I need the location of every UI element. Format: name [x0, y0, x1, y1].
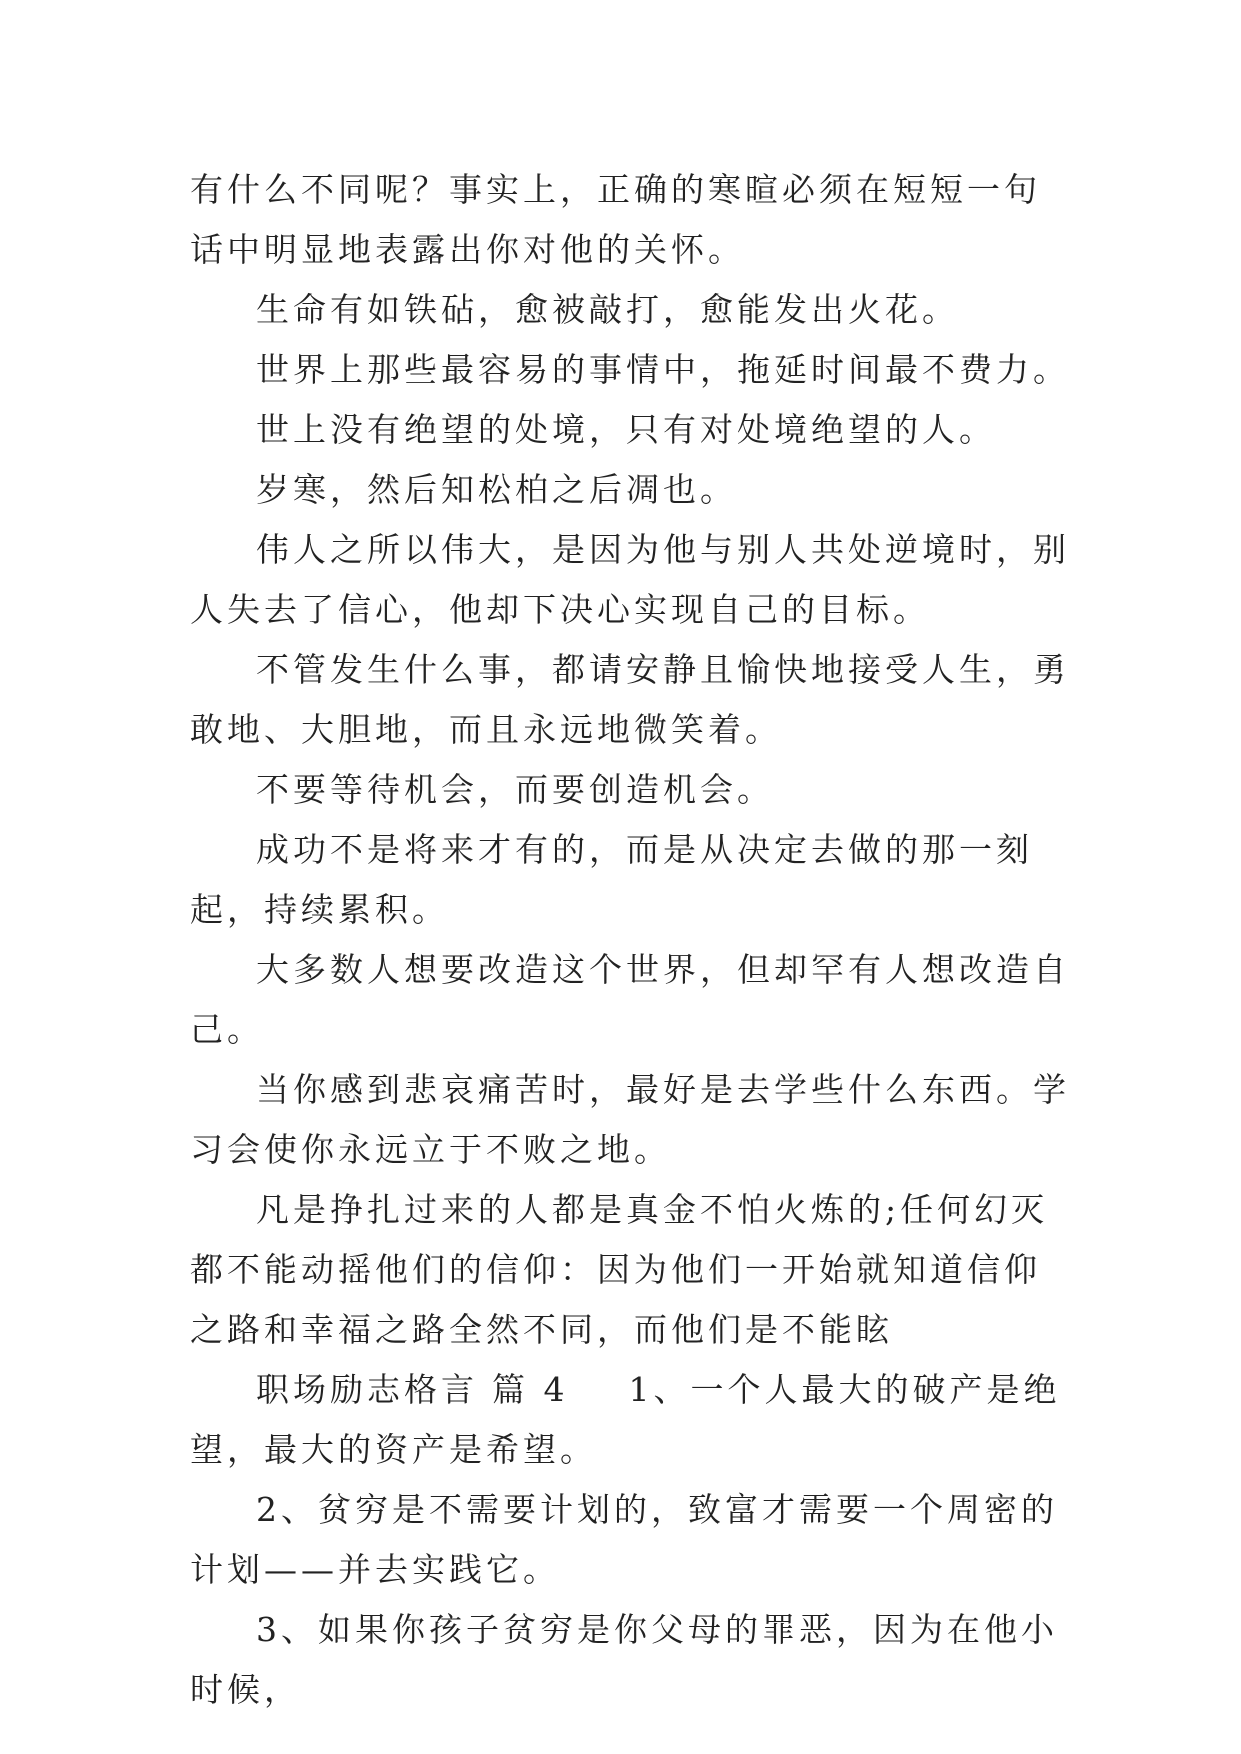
paragraph: 凡是挣扎过来的人都是真金不怕火炼的;任何幻灭都不能动摇他们的信仰：因为他们一开始就知道信仰之路和幸福之路全然不同，而他们是不能眩: [190, 1190, 1049, 1349]
paragraph: 岁寒，然后知松柏之后凋也。: [256, 470, 737, 509]
paragraph: 大多数人想要改造这个世界，但却罕有人想改造自己。: [190, 950, 1070, 1049]
paragraph: 世界上那些最容易的事情中，拖延时间最不费力。: [256, 350, 1070, 389]
section-title: 职场励志格言: [256, 1370, 478, 1409]
document-body: [190, 160, 1070, 1720]
paragraph: 当你感到悲哀痛苦时，最好是去学些什么东西。学习会使你永远立于不败之地。: [190, 1070, 1070, 1169]
list-item: 3、如果你孩子贫穷是你父母的罪恶，因为在他小时候，: [190, 1610, 1058, 1709]
list-item: 2、贫穷是不需要计划的，致富才需要一个周密的计划——并去实践它。: [190, 1490, 1058, 1589]
paragraph: 世上没有绝望的处境，只有对处境绝望的人。: [256, 410, 996, 449]
paragraph: 有什么不同呢？事实上，正确的寒暄必须在短短一句话中明显地表露出你对他的关怀。: [190, 170, 1041, 269]
section-number: 篇 4: [492, 1370, 569, 1409]
paragraph: 生命有如铁砧，愈被敲打，愈能发出火花。: [256, 290, 959, 329]
list-item: 1、一个人最大的破产是绝望，最大的资产是希望。: [190, 1370, 1061, 1469]
paragraph: 不要等待机会，而要创造机会。: [256, 770, 774, 809]
section-heading-paragraph: [190, 1360, 1070, 1480]
paragraph: 伟人之所以伟大，是因为他与别人共处逆境时，别人失去了信心，他却下决心实现自己的目标。: [190, 530, 1070, 629]
paragraph: 不管发生什么事，都请安静且愉快地接受人生，勇敢地、大胆地，而且永远地微笑着。: [190, 650, 1070, 749]
paragraph: 成功不是将来才有的，而是从决定去做的那一刻起，持续累积。: [190, 830, 1033, 929]
